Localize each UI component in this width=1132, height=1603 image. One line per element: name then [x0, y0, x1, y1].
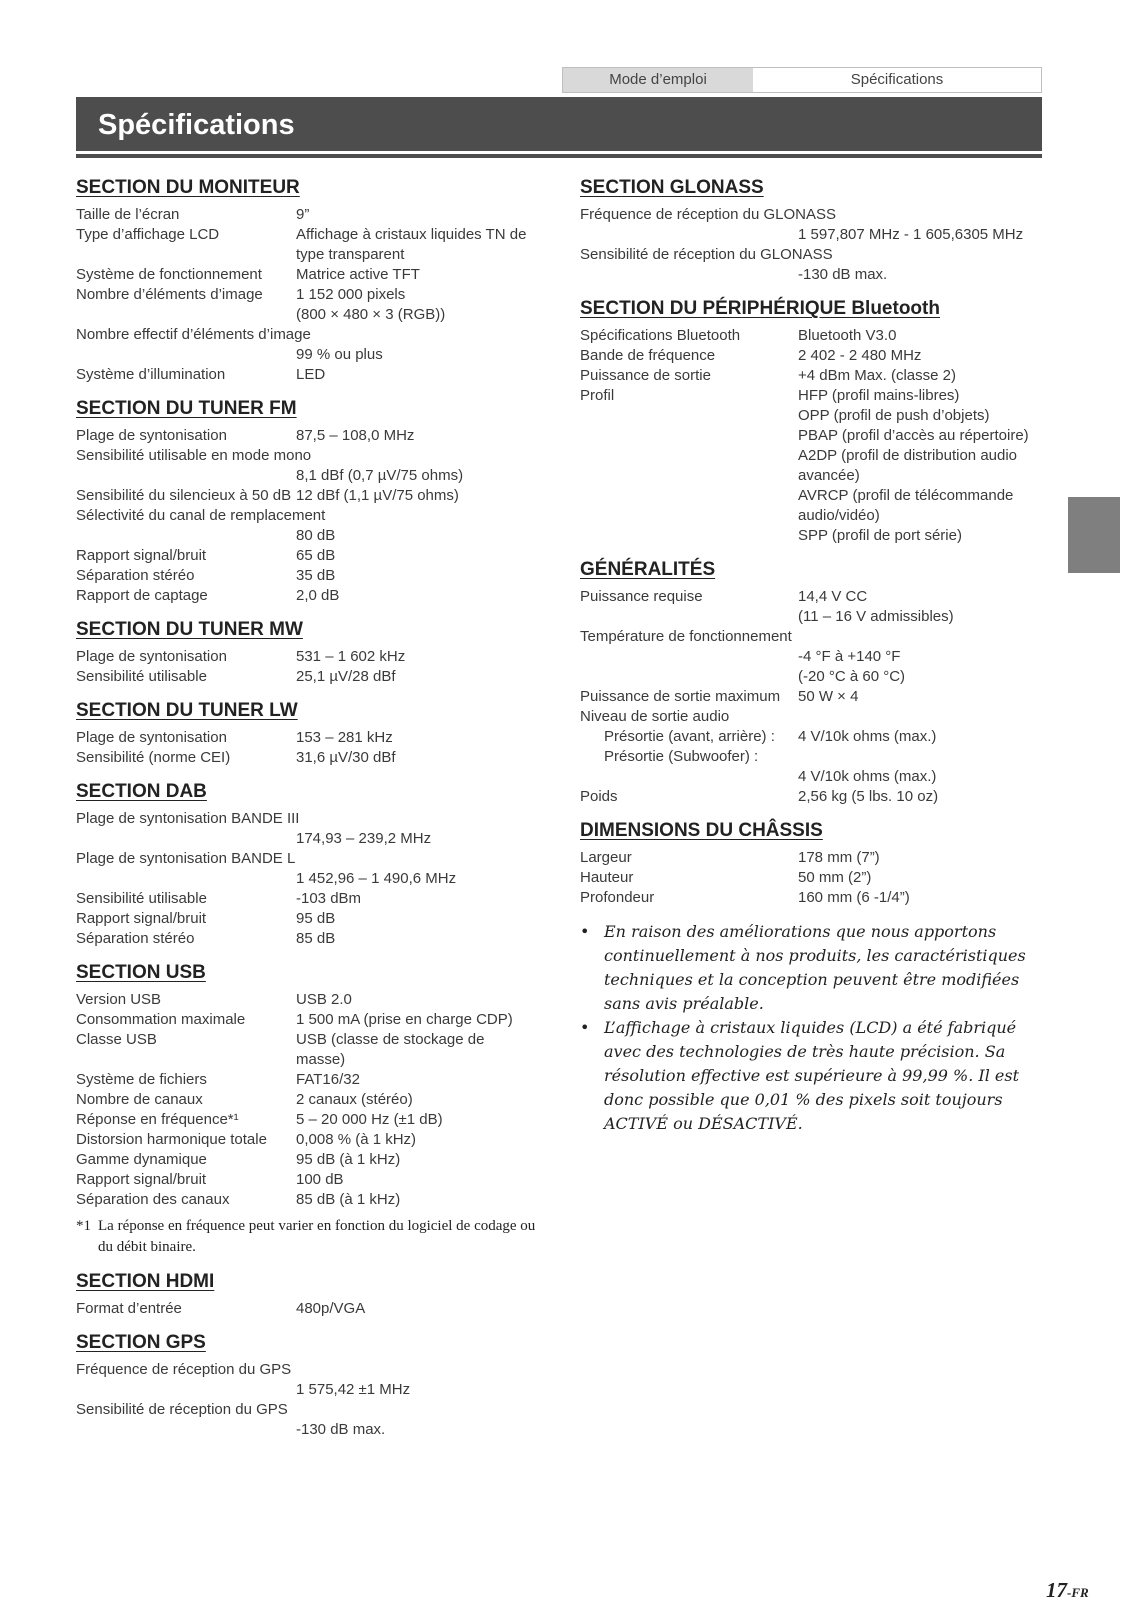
footnote-mark: *1 [76, 1218, 91, 1234]
tab-mode-emploi[interactable]: Mode d’emploi [563, 68, 753, 92]
spec-value: PBAP (profil d’accès au répertoire) [798, 427, 1029, 444]
spec-label: Plage de syntonisation [76, 729, 227, 746]
title-banner [76, 97, 1042, 151]
spec-label: Consommation maximale [76, 1011, 246, 1028]
spec-value: +4 dBm Max. (classe 2) [798, 367, 956, 384]
spec-label: Séparation stéréo [76, 930, 195, 947]
spec-label: Puissance requise [580, 588, 703, 605]
spec-row [76, 1030, 536, 1070]
spec-label: Système de fonctionnement [76, 266, 262, 283]
spec-label: Sensibilité utilisable [76, 668, 207, 685]
title-rule [76, 154, 1042, 158]
spec-row [76, 909, 536, 929]
spec-row [76, 506, 536, 526]
spec-label: Rapport de captage [76, 587, 208, 604]
spec-label: Sensibilité de réception du GPS [76, 1401, 288, 1418]
spec-section [580, 819, 1050, 908]
spec-label: Nombre d’éléments d’image [76, 286, 263, 303]
spec-row [580, 868, 1050, 888]
spec-value: 4 V/10k ohms (max.) [798, 728, 937, 745]
spec-value: 100 dB [296, 1171, 344, 1188]
note-item [580, 920, 1050, 1016]
spec-label: Plage de syntonisation [76, 648, 227, 665]
right-column [580, 176, 1050, 1136]
spec-value: 1 597,807 MHz - 1 605,6305 MHz [798, 226, 1024, 243]
spec-label: Distorsion harmonique totale [76, 1131, 267, 1148]
spec-value: AVRCP (profil de télécommande audio/vidéo) [798, 487, 1014, 524]
spec-label: Niveau de sortie audio [580, 708, 730, 725]
spec-row [580, 386, 1050, 406]
spec-value: 50 W × 4 [798, 688, 859, 705]
spec-value: 31,6 µV/30 dBf [296, 749, 396, 766]
spec-row [580, 205, 1050, 225]
spec-value: 14,4 V CC [798, 588, 868, 605]
spec-label: Présortie (Subwoofer) : [604, 748, 759, 765]
spec-value: 85 dB [296, 930, 336, 947]
spec-row [580, 707, 1050, 727]
spec-value: 25,1 µV/28 dBf [296, 668, 396, 685]
page-title: Spécifications [98, 109, 295, 141]
spec-row [580, 727, 1050, 747]
spec-label: Rapport signal/bruit [76, 910, 207, 927]
spec-row [580, 848, 1050, 868]
spec-row [76, 1010, 536, 1030]
spec-value: 0,008 % (à 1 kHz) [296, 1131, 417, 1148]
spec-row [76, 285, 536, 305]
spec-value: 80 dB [296, 527, 336, 544]
spec-label: Fréquence de réception du GLONASS [580, 206, 836, 223]
spec-value: -130 dB max. [296, 1421, 386, 1438]
spec-row [76, 849, 536, 869]
spec-row [76, 1360, 536, 1380]
section-title: SECTION DAB [76, 781, 207, 802]
spec-value: 1 500 mA (prise en charge CDP) [296, 1011, 513, 1028]
spec-value: 480p/VGA [296, 1300, 366, 1317]
spec-value: 174,93 – 239,2 MHz [296, 830, 432, 847]
spec-label: Sélectivité du canal de remplacement [76, 507, 326, 524]
spec-row [76, 225, 536, 265]
spec-row [580, 326, 1050, 346]
spec-row [76, 1130, 536, 1150]
spec-label: Largeur [580, 849, 632, 866]
spec-label: Sensibilité du silencieux à 50 dB [76, 487, 292, 504]
spec-value: (11 – 16 V admissibles) [798, 608, 954, 625]
spec-section [76, 397, 536, 606]
spec-row [580, 627, 1050, 647]
spec-row [76, 426, 536, 446]
spec-row [76, 1190, 536, 1210]
spec-label: Spécifications Bluetooth [580, 327, 741, 344]
spec-value: -130 dB max. [798, 266, 888, 283]
spec-label: Rapport signal/bruit [76, 547, 207, 564]
spec-label: Version USB [76, 991, 162, 1008]
spec-row [76, 728, 536, 748]
spec-label: Sensibilité (norme CEI) [76, 749, 231, 766]
spec-label: Profondeur [580, 889, 655, 906]
section-title: SECTION DU PÉRIPHÉRIQUE Bluetooth [580, 298, 940, 319]
section-title: SECTION GPS [76, 1332, 206, 1353]
spec-value: 87,5 – 108,0 MHz [296, 427, 415, 444]
spec-value: -4 °F à +140 °F [798, 648, 901, 665]
section-title: GÉNÉRALITÉS [580, 559, 716, 580]
spec-value: 531 – 1 602 kHz [296, 648, 406, 665]
right-sections [580, 176, 1050, 908]
spec-value: 2 402 - 2 480 MHz [798, 347, 922, 364]
spec-value: 5 – 20 000 Hz (±1 dB) [296, 1111, 443, 1128]
spec-value: 95 dB (à 1 kHz) [296, 1151, 401, 1168]
section-title: SECTION DU TUNER LW [76, 700, 298, 721]
spec-row [76, 990, 536, 1010]
spec-label: Gamme dynamique [76, 1151, 207, 1168]
spec-label: Sensibilité utilisable [76, 890, 207, 907]
spec-label: Séparation stéréo [76, 567, 195, 584]
spec-row [580, 346, 1050, 366]
spec-label: Séparation des canaux [76, 1191, 230, 1208]
spec-section [76, 699, 536, 768]
spec-label: Fréquence de réception du GPS [76, 1361, 292, 1378]
page-number [1046, 1578, 1089, 1603]
spec-row [76, 1170, 536, 1190]
spec-value: SPP (profil de port série) [798, 527, 962, 544]
spec-value: 8,1 dBf (0,7 µV/75 ohms) [296, 467, 464, 484]
spec-section [76, 618, 536, 687]
spec-row [76, 566, 536, 586]
spec-value: -103 dBm [296, 890, 362, 907]
spec-row [76, 586, 536, 606]
spec-row [580, 787, 1050, 807]
spec-label: Bande de fréquence [580, 347, 716, 364]
spec-row [76, 265, 536, 285]
spec-value: 1 152 000 pixels [296, 286, 406, 303]
spec-value: 2,56 kg (5 lbs. 10 oz) [798, 788, 939, 805]
left-column [76, 176, 536, 1452]
spec-section [76, 176, 536, 385]
tab-specifications[interactable]: Spécifications [850, 71, 944, 88]
spec-label: Température de fonctionnement [580, 628, 792, 645]
footnote [76, 1216, 536, 1258]
spec-value: Bluetooth V3.0 [798, 327, 897, 344]
spec-label: Puissance de sortie maximum [580, 688, 781, 705]
spec-row [76, 546, 536, 566]
spec-label: Plage de syntonisation [76, 427, 227, 444]
notes [580, 920, 1050, 1136]
spec-label: Présortie (avant, arrière) : [604, 728, 775, 745]
spec-row [76, 809, 536, 829]
spec-value: 2,0 dB [296, 587, 340, 604]
spec-row [76, 647, 536, 667]
spec-row [580, 747, 1050, 767]
spec-value: 85 dB (à 1 kHz) [296, 1191, 401, 1208]
spec-label: Type d’affichage LCD [76, 226, 220, 243]
spec-value: 35 dB [296, 567, 336, 584]
spec-value: 1 452,96 – 1 490,6 MHz [296, 870, 457, 887]
spec-section [76, 961, 536, 1258]
spec-label: Nombre effectif d’éléments d’image [76, 326, 311, 343]
spec-row [76, 748, 536, 768]
spec-label: Système d’illumination [76, 366, 226, 383]
spec-row [76, 1400, 536, 1420]
spec-value: A2DP (profil de distribution audio avancée) [798, 447, 1018, 484]
spec-label: Hauteur [580, 869, 634, 886]
spec-value: 4 V/10k ohms (max.) [798, 768, 937, 785]
spec-value: FAT16/32 [296, 1071, 360, 1088]
spec-value: 50 mm (2”) [798, 869, 872, 886]
spec-row [76, 325, 536, 345]
spec-row [76, 365, 536, 385]
section-title: SECTION DU TUNER FM [76, 398, 297, 419]
spec-value: (-20 °C à 60 °C) [798, 668, 906, 685]
spec-label: Classe USB [76, 1031, 157, 1048]
note-text: En raison des améliorations que nous apportons continuellement à nos produits, les caractéristiques techniques et la conception peuvent être modifiées sans avis préalable. [604, 922, 1026, 1013]
footnote-text: La réponse en fréquence peut varier en fonction du logiciel de codage ou du débit binaire. [98, 1218, 536, 1255]
spec-value: USB 2.0 [296, 991, 352, 1008]
spec-value: 9” [296, 206, 310, 223]
page-number-suffix: -FR [1067, 1585, 1089, 1600]
spec-row [76, 1090, 536, 1110]
spec-row [76, 1110, 536, 1130]
spec-row [580, 587, 1050, 607]
spec-label: Système de fichiers [76, 1071, 207, 1088]
spec-value: 178 mm (7”) [798, 849, 880, 866]
section-title: SECTION DU TUNER MW [76, 619, 303, 640]
spec-label: Profil [580, 387, 615, 404]
page-number-value: 17 [1046, 1578, 1067, 1602]
spec-value: 65 dB [296, 547, 336, 564]
spec-value: 2 canaux (stéréo) [296, 1091, 413, 1108]
section-title: SECTION USB [76, 962, 206, 983]
bullet: • [580, 922, 590, 941]
spec-label: Sensibilité de réception du GLONASS [580, 246, 833, 263]
spec-section [580, 297, 1050, 546]
spec-row [76, 1070, 536, 1090]
spec-value: Affichage à cristaux liquides TN de type transparent [296, 226, 527, 263]
spec-label: Plage de syntonisation BANDE III [76, 810, 300, 827]
spec-row [580, 245, 1050, 265]
note-item [580, 1016, 1050, 1136]
spec-row [580, 888, 1050, 908]
spec-row [76, 446, 536, 466]
spec-value: OPP (profil de push d’objets) [798, 407, 990, 424]
spec-value: USB (classe de stockage de masse) [296, 1031, 485, 1068]
spec-row [76, 1150, 536, 1170]
spec-label: Rapport signal/bruit [76, 1171, 207, 1188]
spec-label: Format d’entrée [76, 1300, 182, 1317]
spec-value: 1 575,42 ±1 MHz [296, 1381, 411, 1398]
spec-row [76, 486, 536, 506]
spec-row [76, 667, 536, 687]
spec-row [580, 366, 1050, 386]
section-title: SECTION GLONASS [580, 177, 764, 198]
spec-label: Sensibilité utilisable en mode mono [76, 447, 312, 464]
spec-value: HFP (profil mains-libres) [798, 387, 960, 404]
spec-section [76, 1270, 536, 1319]
spec-value: 99 % ou plus [296, 346, 383, 363]
spec-row [580, 687, 1050, 707]
spec-label: Nombre de canaux [76, 1091, 203, 1108]
spec-section [580, 558, 1050, 807]
spec-row [76, 889, 536, 909]
spec-value: 160 mm (6 -1/4”) [798, 889, 910, 906]
section-title: SECTION DU MONITEUR [76, 177, 300, 198]
spec-value: 153 – 281 kHz [296, 729, 393, 746]
section-title: SECTION HDMI [76, 1271, 215, 1292]
spec-value: Matrice active TFT [296, 266, 420, 283]
spec-value: LED [296, 366, 326, 383]
spec-row [76, 1299, 536, 1319]
spec-label: Puissance de sortie [580, 367, 711, 384]
note-text: L’affichage à cristaux liquides (LCD) a été fabriqué avec des technologies de très haute précision. Sa résolution effective est supérieure à 99,99 %. Il est donc possible que 0,01 % des pixels soit toujours ACTIVÉ ou DÉSACTIVÉ. [604, 1018, 1020, 1133]
spec-label: Poids [580, 788, 618, 805]
side-tab-marker [1068, 497, 1120, 573]
spec-row [76, 205, 536, 225]
spec-value: 12 dBf (1,1 µV/75 ohms) [296, 487, 459, 504]
spec-label: Réponse en fréquence*¹ [76, 1111, 239, 1128]
spec-row [76, 929, 536, 949]
spec-section [580, 176, 1050, 285]
section-title: DIMENSIONS DU CHÂSSIS [580, 820, 823, 841]
spec-label: Plage de syntonisation BANDE L [76, 850, 296, 867]
spec-section [76, 1331, 536, 1440]
spec-label: Taille de l’écran [76, 206, 180, 223]
header-tabs [562, 67, 1042, 93]
bullet: • [580, 1018, 590, 1037]
spec-value: 95 dB [296, 910, 336, 927]
spec-section [76, 780, 536, 949]
spec-value: (800 × 480 × 3 (RGB)) [296, 306, 446, 323]
